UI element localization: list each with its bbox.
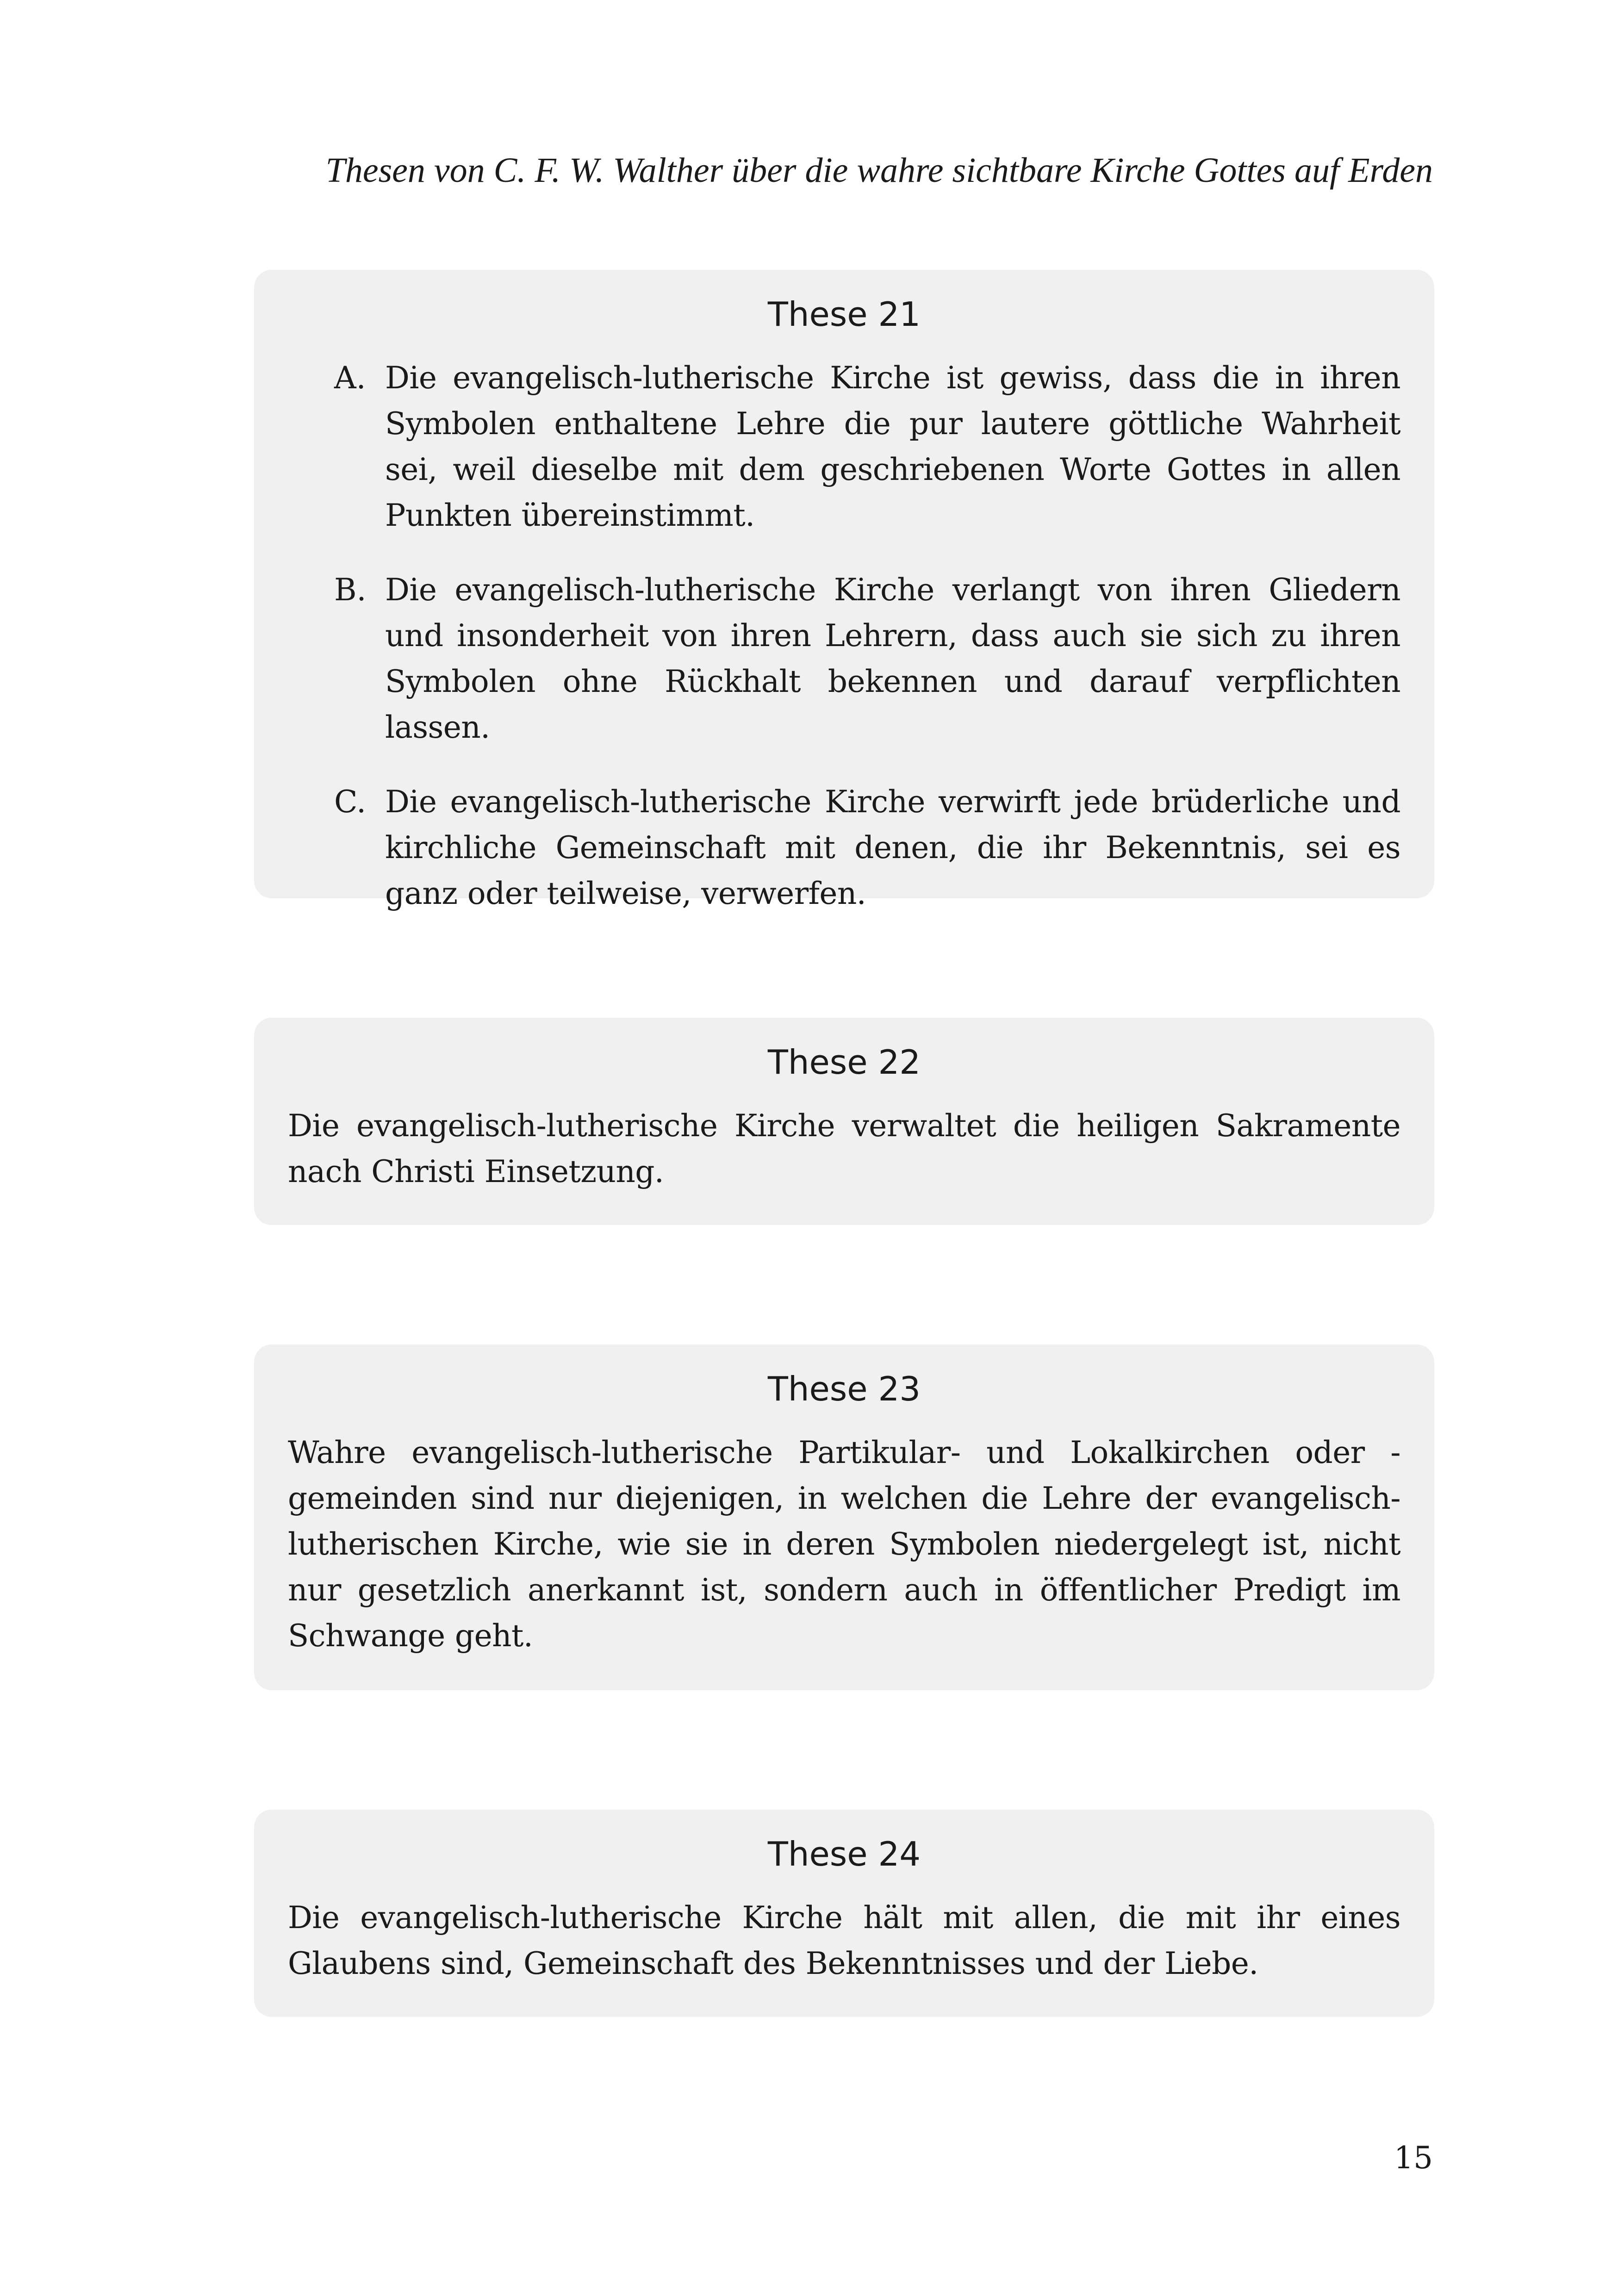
these-22-text: Die evangelisch-lutherische Kirche verwaltet die heiligen Sakramente nach Christi Einsetzung. bbox=[288, 1108, 1400, 1189]
these-21-list bbox=[288, 355, 1400, 916]
item-marker: B. bbox=[334, 572, 367, 608]
these-22-title: These 22 bbox=[767, 1043, 921, 1082]
these-21-item-c bbox=[288, 779, 1400, 916]
item-text: Die evangelisch-lutherische Kirche ist gewiss, dass die in ihren Symbolen enthaltene Lehre die pur lautere göttliche Wahrheit sei, weil dieselbe mit dem geschriebenen Worte Gottes in allen Punkten übereinstimmt. bbox=[385, 360, 1400, 533]
these-21-item-b bbox=[288, 567, 1400, 750]
these-21-title: These 21 bbox=[767, 295, 921, 334]
these-23-box bbox=[254, 1344, 1434, 1690]
these-21-box bbox=[254, 270, 1434, 911]
page-number: 15 bbox=[1394, 2140, 1433, 2176]
these-23-title: These 23 bbox=[767, 1369, 921, 1408]
item-text: Die evangelisch-lutherische Kirche verwirft jede brüderliche und kirchliche Gemeinschaft mit denen, die ihr Bekenntnis, sei es ganz oder teilweise, verwerfen. bbox=[385, 784, 1400, 911]
item-marker: C. bbox=[334, 784, 367, 820]
these-24-text: Die evangelisch-lutherische Kirche hält mit allen, die mit ihr eines Glaubens sind, Gemeinschaft des Bekenntnisses und der Liebe. bbox=[288, 1900, 1400, 1981]
item-marker: A. bbox=[334, 360, 366, 396]
these-23-text: Wahre evangelisch-lutherische Partikular- und Lokalkirchen oder -gemeinden sind nur diejenigen, in welchen die Lehre der evangelisch-lutherischen Kirche, wie sie in deren Symbolen niedergelegt ist, nicht nur gesetzlich anerkannt ist, sondern auch in öffentlicher Predigt im Schwange geht. bbox=[288, 1435, 1400, 1654]
item-text: Die evangelisch-lutherische Kirche verlangt von ihren Gliedern und insonderheit von ihren Lehrern, dass auch sie sich zu ihren Symbolen ohne Rückhalt bekennen und darauf verpflichten lassen. bbox=[385, 572, 1400, 745]
these-21-item-a bbox=[288, 355, 1400, 538]
these-22-box bbox=[254, 1018, 1434, 1225]
these-24-title: These 24 bbox=[767, 1835, 921, 1873]
running-header: Thesen von C. F. W. Walther über die wahre sichtbare Kirche Gottes auf Erden bbox=[325, 151, 1433, 190]
these-24-box bbox=[254, 1810, 1434, 2017]
